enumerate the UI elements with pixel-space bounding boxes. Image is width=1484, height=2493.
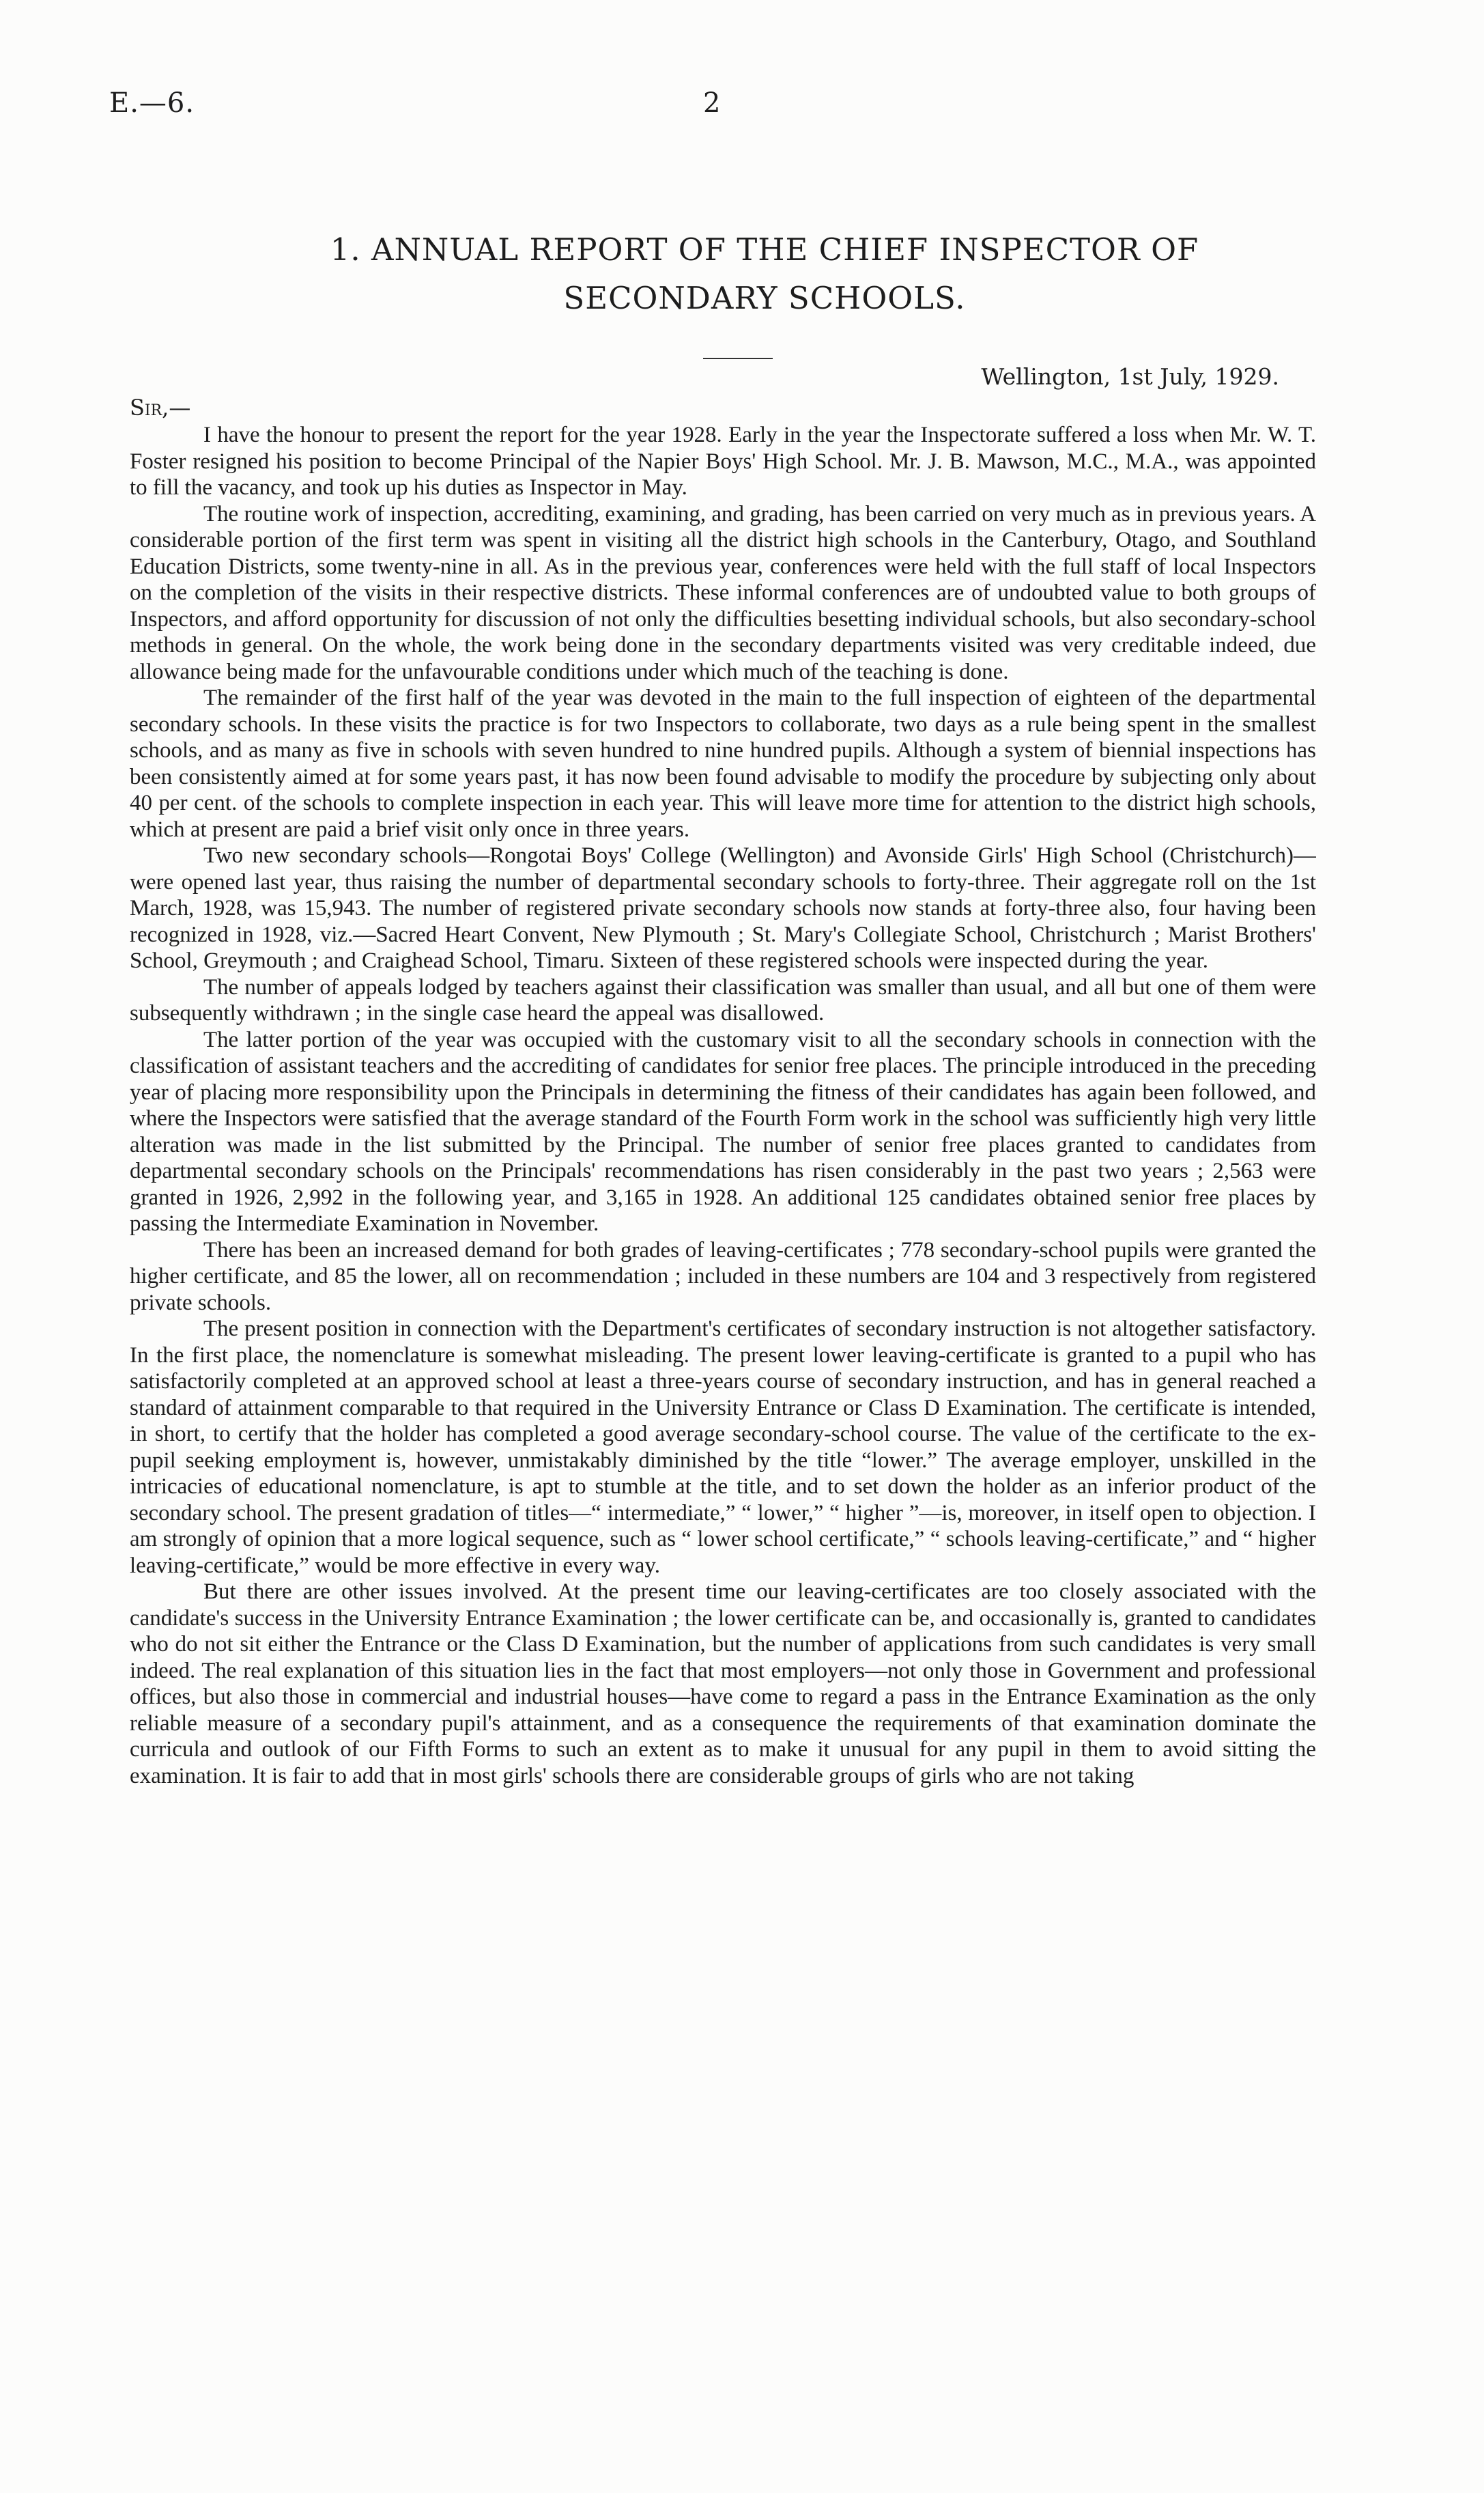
paragraph: The remainder of the first half of the year was devoted in the main to the full inspection of eighteen of the departmental secondary schools. In these visits the practice is for two Inspectors to collaborate, two days as a rule being spent in the smallest schools, and as many as five in schools with seven hundred to nine hundred pupils. Although a system of biennial inspections has been consistently aimed at for some years past, it has now been found advisable to modify the procedure by subjecting only about 40 per cent. of the schools to complete inspection in each year. This will leave more time for attention to the district high schools, which at present are paid a brief visit only once in three years. xyxy=(130,686,1316,842)
dateline: Wellington, 1st July, 1929. xyxy=(981,363,1279,390)
salutation: Sir,— xyxy=(130,395,191,421)
paragraph: There has been an increased demand for both grades of leaving-certificates ; 778 secondary-school pupils were granted the higher certificate, and 85 the lower, all on recommendation ; included in these numbers are 104 and 3 respectively from registered private schools. xyxy=(130,1237,1316,1315)
paragraph: The present position in connection with the Department's certificates of secondary instruction is not altogether satisfactory. In the first place, the nomenclature is somewhat misleading. The present lower leaving-certificate is granted to a pupil who has satisfactorily completed at an approved school at least a three-years course of secondary instruction, and has in general reached a standard of attainment comparable to that required in the University Entrance or Class D Examination. The certificate is intended, in short, to certify that the holder has completed a good average secondary-school course. The value of the certificate to the ex-pupil seeking employment is, however, unmistakably diminished by the title “lower.” The average employer, unskilled in the intricacies of educational nomenclature, is apt to stumble at the title, and to set down the holder as an inferior product of the secondary school. The present gradation of titles—“ intermediate,” “ lower,” “ higher ”—is, moreover, in itself open to objection. I am strongly of opinion that a more logical sequence, such as “ lower school certificate,” “ schools leaving-certificate,” and “ higher leaving-certificate,” would be more effective in every way. xyxy=(130,1316,1316,1578)
page-number: 2 xyxy=(703,87,721,119)
paragraph: The number of appeals lodged by teachers against their classification was smaller than usual, and all but one of them were subsequently withdrawn ; in the single case heard the appeal was disallowed. xyxy=(130,974,1316,1026)
paragraph: The latter portion of the year was occupied with the customary visit to all the secondary schools in connection with the classification of assistant teachers and the accrediting of candidates for senior free places. The principle introduced in the preceding year of placing more responsibility upon the Principals in determining the fitness of their candidates has again been followed, and where the Inspectors were satisfied that the average standard of the Fourth Form work in the school was sufficiently high very little alteration was made in the list submitted by the Principal. The number of senior free places granted to candidates from departmental secondary schools on the Principals' recommendations has risen considerably in the past two years ; 2,563 were granted in 1926, 2,992 in the following year, and 3,165 in 1928. An additional 125 candidates obtained senior free places by passing the Intermediate Examination in November. xyxy=(130,1027,1316,1236)
paragraph: But there are other issues involved. At the present time our leaving-certificates are too closely associated with the candidate's success in the University Entrance Examination ; the lower certificate can be, and occasionally is, granted to candidates who do not sit either the Entrance or the Class D Examination, but the number of applications from such candidates is very small indeed. The real explanation of this situation lies in the fact that most employers—not only those in Government and professional offices, but also those in commercial and industrial houses—have come to regard a pass in the Entrance Examination as the only reliable measure of a secondary pupil's attainment, and as a consequence the requirements of that examination dominate the curricula and outlook of our Fifth Forms to such an extent as to make it unusual for any pupil in them to avoid sitting the examination. It is fair to add that in most girls' schools there are considerable groups of girls who are not taking xyxy=(130,1579,1316,1788)
paragraph: Two new secondary schools—Rongotai Boys' College (Wellington) and Avonside Girls' High School (Christchurch)—were opened last year, thus raising the number of departmental secondary schools to forty-three. Their aggregate roll on the 1st March, 1928, was 15,943. The number of registered private secondary schools now stands at forty-three also, four having been recognized in 1928, viz.—Sacred Heart Convent, New Plymouth ; St. Mary's Collegiate School, Christchurch ; Marist Brothers' School, Greymouth ; and Craighead School, Timaru. Sixteen of these registered schools were inspected during the year. xyxy=(130,843,1316,973)
title-line-2: SECONDARY SCHOOLS. xyxy=(563,280,966,316)
page-title xyxy=(96,225,1433,322)
paragraph: I have the honour to present the report for the year 1928. Early in the year the Inspectorate suffered a loss when Mr. W. T. Foster resigned his position to become Principal of the Napier Boys' High School. Mr. J. B. Mawson, M.C., M.A., was appointed to fill the vacancy, and took up his duties as Inspector in May. xyxy=(130,423,1316,500)
title-line-1: 1. ANNUAL REPORT OF THE CHIEF INSPECTOR OF xyxy=(330,231,1199,268)
title-divider xyxy=(703,358,773,359)
paragraph: The routine work of inspection, accrediting, examining, and grading, has been carried on very much as in previous years. A considerable portion of the first term was spent in visiting all the district high schools in the Canterbury, Otago, and Southland Education Districts, some twenty-nine in all. As in the previous year, conferences were held with the full staff of local Inspectors on the completion of the visits in their respective districts. These informal conferences are of undoubted value to both groups of Inspectors, and afford opportunity for discussion of not only the difficulties besetting individual schools, but also secondary-school methods in general. On the whole, the work being done in the secondary departments visited was very creditable indeed, due allowance being made for the unfavourable conditions under which much of the teaching is done. xyxy=(130,501,1316,684)
report-body xyxy=(130,422,1316,2477)
report-reference: E.—6. xyxy=(109,87,195,119)
